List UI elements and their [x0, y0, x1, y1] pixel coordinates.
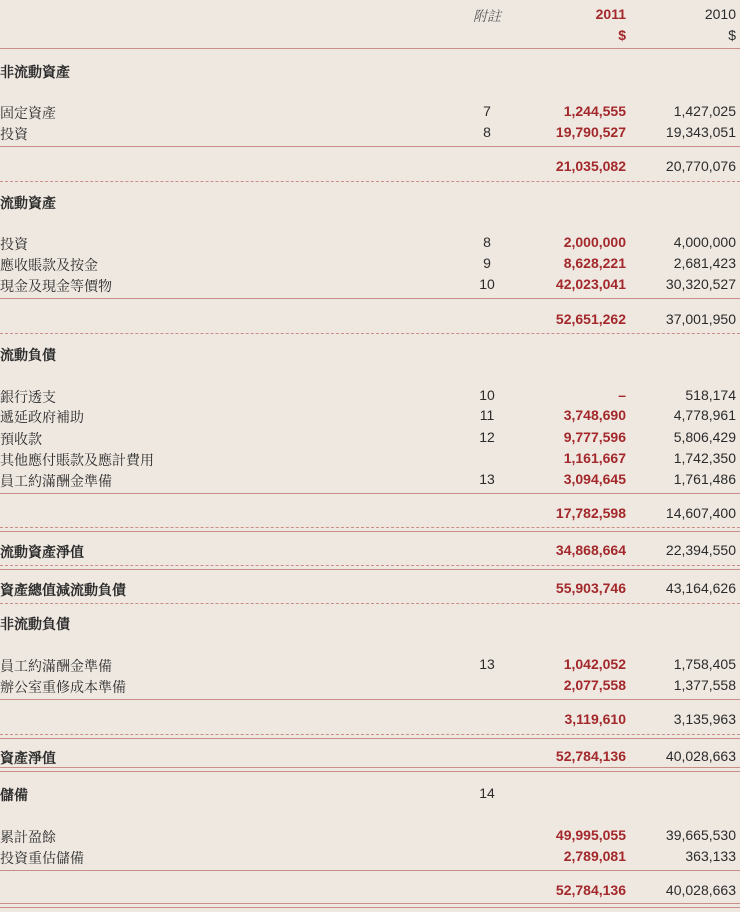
- value-2010: 5,806,429: [673, 429, 736, 445]
- subtotal-row: [0, 880, 740, 900]
- table-row: [0, 675, 740, 695]
- value-2010: 39,665,530: [665, 827, 736, 843]
- row-label: 投資: [0, 236, 28, 252]
- section-title: 流動負債: [0, 347, 56, 363]
- value-2010: 40,028,663: [665, 748, 736, 764]
- dashed-rule: [0, 734, 740, 735]
- subtotal-rule: [0, 298, 740, 299]
- value-2010: 4,000,000: [673, 234, 736, 250]
- value-2010: 1,742,350: [673, 450, 736, 466]
- double-rule: [0, 767, 740, 772]
- subtotal-2010: 14,607,400: [665, 505, 736, 521]
- section-current-assets: [0, 191, 740, 211]
- dashed-rule: [0, 527, 740, 528]
- row-label: 銀行透支: [0, 389, 56, 405]
- net-assets-row: [0, 746, 740, 766]
- subtotal-rule: [0, 569, 740, 570]
- table-row: [0, 469, 740, 489]
- row-label: 累計盈餘: [0, 829, 56, 845]
- value-2011: 8,628,221: [563, 255, 626, 271]
- row-note: 8: [483, 124, 491, 140]
- column-header-note: 附註: [473, 8, 501, 24]
- row-label: 固定資產: [0, 105, 56, 121]
- column-header-2011: 2011: [595, 6, 626, 22]
- section-title: 流動資產: [0, 195, 56, 211]
- table-row: [0, 427, 740, 447]
- row-note: 10: [479, 276, 495, 292]
- dashed-rule: [0, 603, 740, 604]
- section-non-current-liabilities: [0, 612, 740, 632]
- row-label: 遞延政府補助: [0, 409, 84, 425]
- section-reserves: [0, 783, 740, 803]
- value-2011: 55,903,746: [555, 580, 626, 596]
- section-current-liabilities: [0, 343, 740, 363]
- row-label: 投資重估儲備: [0, 850, 84, 866]
- row-note: 10: [479, 387, 495, 403]
- value-2010: 2,681,423: [673, 255, 736, 271]
- value-2010: 1,377,558: [673, 677, 736, 693]
- table-row: [0, 448, 740, 468]
- subtotal-2011: 21,035,082: [555, 158, 626, 174]
- value-2011: 9,777,596: [563, 429, 626, 445]
- subtotal-2010: 20,770,076: [665, 158, 736, 174]
- row-note: 12: [479, 429, 495, 445]
- row-label: 流動資產淨值: [0, 544, 84, 560]
- row-note: 8: [483, 234, 491, 250]
- value-2010: 1,758,405: [673, 656, 736, 672]
- row-note: 11: [479, 407, 495, 423]
- row-label: 其他應付賬款及應計費用: [0, 452, 154, 468]
- value-2011: 42,023,041: [555, 276, 626, 292]
- value-2011: 1,161,667: [563, 450, 626, 466]
- value-2010: 19,343,051: [665, 124, 736, 140]
- row-note: 13: [479, 471, 495, 487]
- value-2010: 1,761,486: [673, 471, 736, 487]
- value-2010: 43,164,626: [665, 580, 736, 596]
- double-rule: [0, 903, 740, 908]
- table-row: [0, 405, 740, 425]
- section-title: 非流動資產: [0, 64, 70, 80]
- value-2010: 363,133: [685, 848, 736, 864]
- section-non-current-assets: [0, 60, 740, 80]
- subtotal-row: [0, 709, 740, 729]
- subtotal-2011: 17,782,598: [555, 505, 626, 521]
- column-header-2010: 2010: [704, 6, 736, 22]
- table-row: [0, 122, 740, 142]
- value-2010: 518,174: [685, 387, 736, 403]
- value-2011: 34,868,664: [555, 542, 626, 558]
- table-row: [0, 654, 740, 674]
- value-2011: 52,784,136: [555, 748, 626, 764]
- subtotal-row: [0, 309, 740, 329]
- currency-2011: $: [618, 27, 626, 43]
- subtotal-rule: [0, 531, 740, 532]
- value-2011: 2,077,558: [563, 677, 626, 693]
- section-title: 儲備: [0, 787, 28, 803]
- section-title: 非流動負債: [0, 616, 70, 632]
- value-2011: 2,789,081: [563, 848, 626, 864]
- subtotal-row: [0, 503, 740, 523]
- table-row: [0, 232, 740, 252]
- value-2010: 1,427,025: [673, 103, 736, 119]
- value-2010: 30,320,527: [665, 276, 736, 292]
- dashed-rule: [0, 181, 740, 182]
- subtotal-rule: [0, 493, 740, 494]
- value-2011: –: [618, 387, 626, 403]
- header-rule: [0, 48, 740, 49]
- subtotal-2010: 3,135,963: [673, 711, 736, 727]
- value-2010: 22,394,550: [665, 542, 736, 558]
- row-label: 預收款: [0, 431, 42, 447]
- table-row: [0, 101, 740, 121]
- subtotal-2010: 40,028,663: [665, 882, 736, 898]
- subtotal-rule: [0, 738, 740, 739]
- table-row: [0, 274, 740, 294]
- value-2011: 1,042,052: [563, 656, 626, 672]
- net-current-assets-row: [0, 540, 740, 560]
- row-note: 9: [483, 255, 491, 271]
- row-label: 員工約滿酬金準備: [0, 658, 112, 674]
- table-row: [0, 385, 740, 405]
- dashed-rule: [0, 565, 740, 566]
- row-label: 現金及現金等價物: [0, 278, 112, 294]
- subtotal-2011: 52,784,136: [555, 882, 626, 898]
- row-label: 員工約滿酬金準備: [0, 473, 112, 489]
- subtotal-rule: [0, 146, 740, 147]
- table-row: [0, 825, 740, 845]
- subtotal-2011: 52,651,262: [555, 311, 626, 327]
- value-2011: 3,094,645: [563, 471, 626, 487]
- value-2011: 2,000,000: [563, 234, 626, 250]
- currency-2010: $: [728, 27, 736, 43]
- row-note: 13: [479, 656, 495, 672]
- subtotal-row: [0, 156, 740, 176]
- subtotal-rule: [0, 699, 740, 700]
- value-2011: 19,790,527: [555, 124, 626, 140]
- row-label: 應收賬款及按金: [0, 257, 98, 273]
- table-row: [0, 253, 740, 273]
- total-assets-less-cl-row: [0, 578, 740, 598]
- subtotal-2011: 3,119,610: [564, 711, 626, 727]
- value-2010: 4,778,961: [673, 407, 736, 423]
- row-label: 資產總值減流動負債: [0, 582, 126, 598]
- row-label: 資產淨值: [0, 750, 56, 766]
- row-label: 辦公室重修成本準備: [0, 679, 126, 695]
- subtotal-rule: [0, 870, 740, 871]
- table-row: [0, 846, 740, 866]
- dashed-rule: [0, 333, 740, 334]
- row-note: 14: [479, 785, 495, 801]
- row-label: 投資: [0, 126, 28, 142]
- value-2011: 49,995,055: [555, 827, 626, 843]
- value-2011: 3,748,690: [563, 407, 626, 423]
- subtotal-2010: 37,001,950: [665, 311, 736, 327]
- value-2011: 1,244,555: [563, 103, 626, 119]
- row-note: 7: [483, 103, 491, 119]
